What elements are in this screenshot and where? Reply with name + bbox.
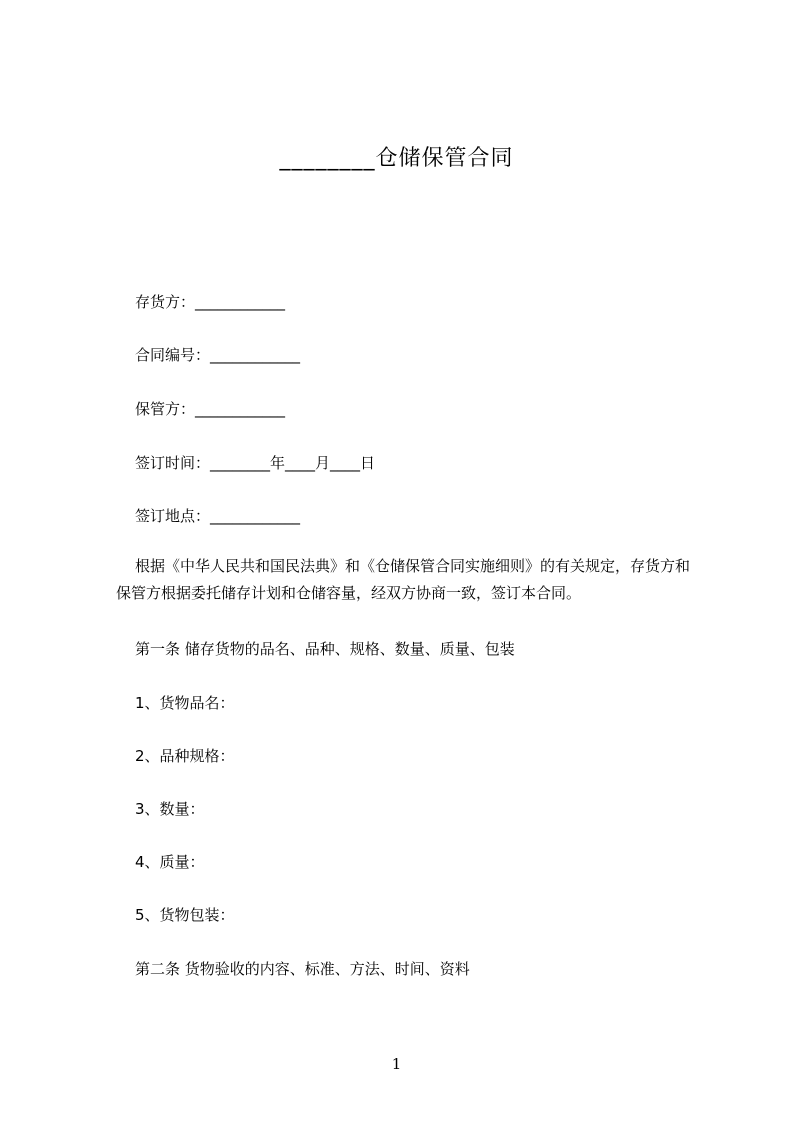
sign-place-field: 签订地点：____________ bbox=[135, 507, 301, 525]
document-title: ________仓储保管合同 bbox=[279, 146, 514, 171]
custodian-field: 保管方：____________ bbox=[135, 400, 286, 418]
intro-paragraph: 根据《中华人民共和国民法典》和《仓储保管合同实施细则》的有关规定，存货方和保管方根据委托储存计划和仓储容量，经双方协商一致，签订本合同。 bbox=[116, 557, 691, 602]
article-1-item: 5、货物包装： bbox=[135, 906, 235, 924]
article-1-item: 3、数量： bbox=[135, 800, 205, 818]
contract-number-field: 合同编号：____________ bbox=[135, 346, 301, 364]
article-1-item: 4、质量： bbox=[135, 853, 205, 871]
sign-date-field: 签订时间：________年____月____日 bbox=[135, 454, 376, 472]
article-1-item: 2、品种规格： bbox=[135, 747, 235, 765]
article-1-heading: 第一条 储存货物的品名、品种、规格、数量、质量、包装 bbox=[135, 640, 515, 658]
page-number: 1 bbox=[391, 1055, 402, 1073]
depositor-field: 存货方：____________ bbox=[135, 293, 286, 311]
article-2-heading: 第二条 货物验收的内容、标准、方法、时间、资料 bbox=[135, 960, 470, 978]
article-1-item: 1、货物品名： bbox=[135, 694, 235, 712]
